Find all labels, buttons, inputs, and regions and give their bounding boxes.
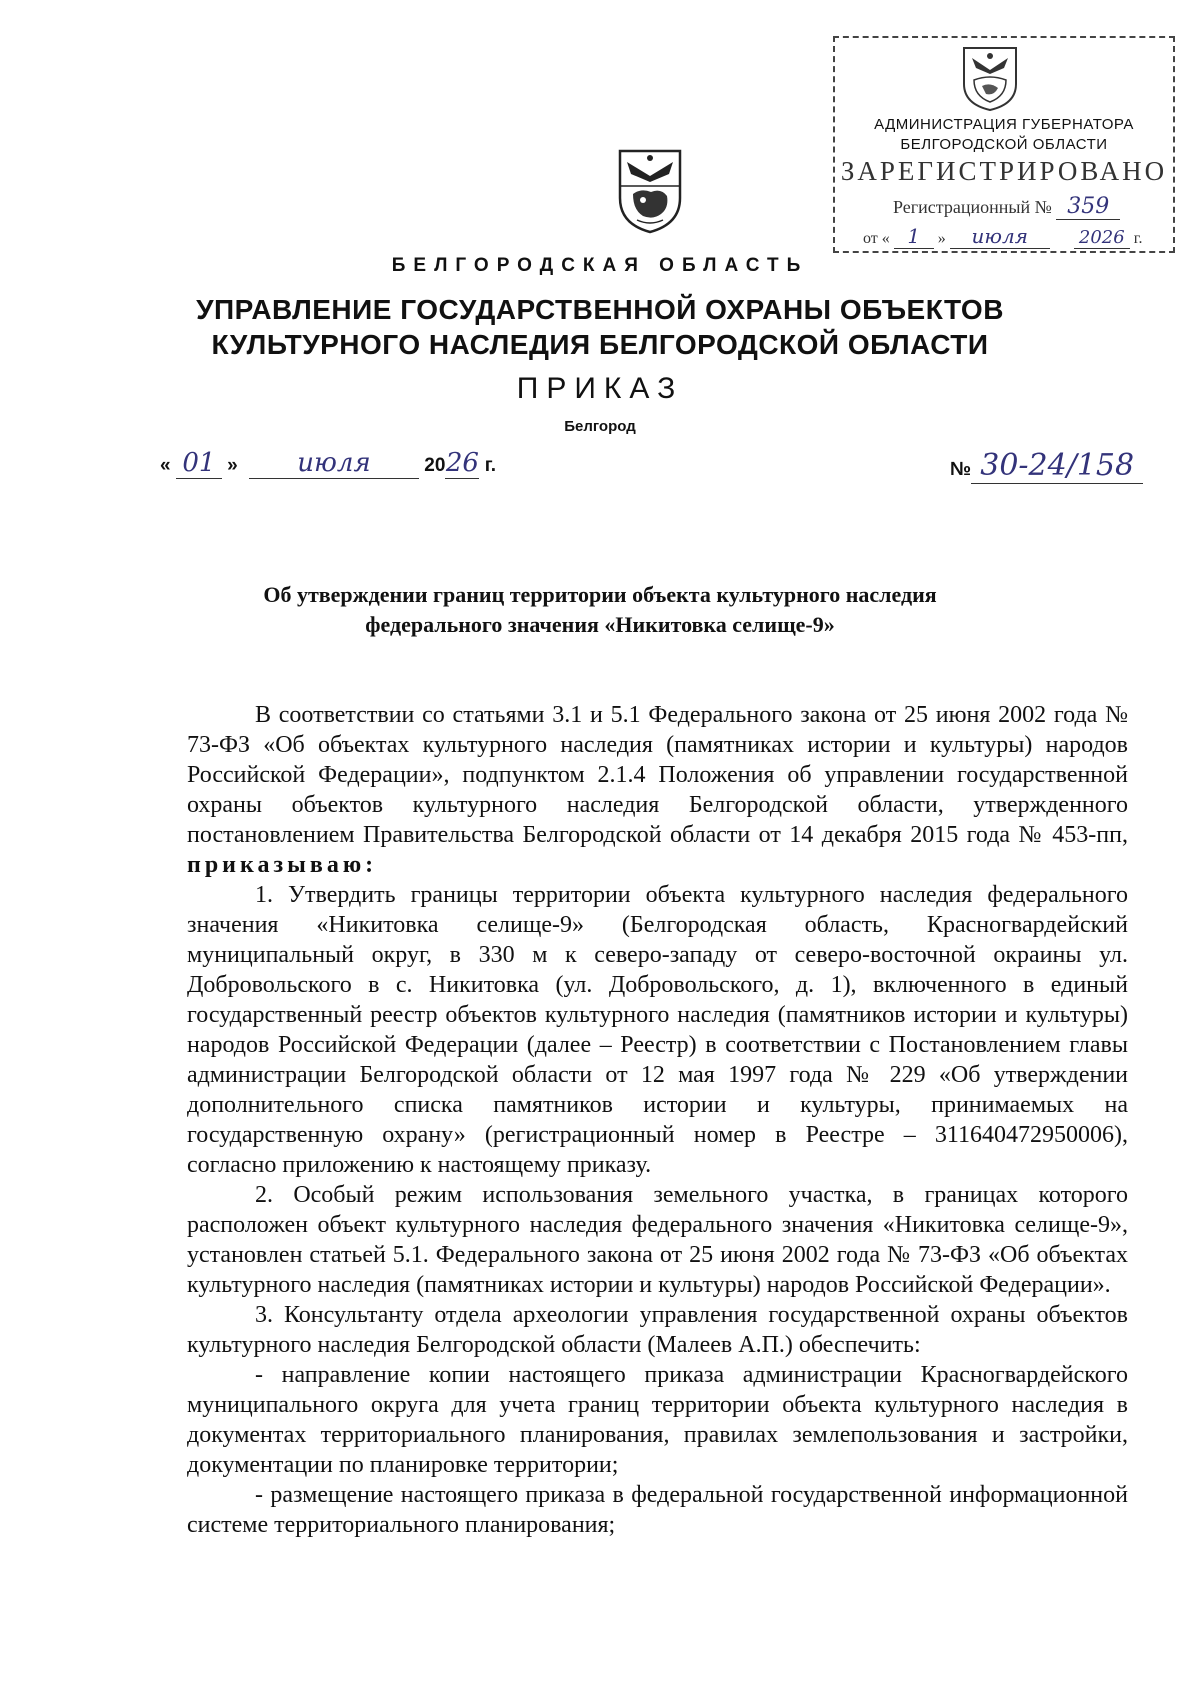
stamp-date-month: июля [950, 224, 1050, 249]
order-title-line2: федерального значения «Никитовка селище-9» [365, 612, 835, 637]
preamble-text: В соответствии со статьями 3.1 и 5.1 Федерального закона от 25 июня 2002 года № 73-ФЗ «Об объектах культурного наследия (памятниках истории и культуры) народов Российской Федерации», подпунктом 2.1.4 Положения об управлении государственной охраны объектов культурного наследия Белгородской области, утвержденного постановлением Правительства Белгородской области от 14 декабря 2015 года № 453-пп, [187, 702, 1128, 848]
document-type: ПРИКАЗ [516, 372, 684, 405]
region-title: БЕЛГОРОДСКАЯ ОБЛАСТЬ [391, 255, 809, 276]
date-year-end: г. [484, 455, 496, 476]
date-close-quote: » [227, 455, 238, 476]
stamp-org-line1: АДМИНИСТРАЦИЯ ГУБЕРНАТОРА [874, 116, 1134, 133]
stamp-registered: ЗАРЕГИСТРИРОВАНО [840, 156, 1168, 186]
number-value: 30-24/158 [971, 448, 1143, 484]
date-day: 01 [176, 448, 222, 479]
stamp-coat-of-arms-icon [960, 44, 1020, 112]
date-month: июля [249, 448, 419, 479]
stamp-date-prefix: от « [863, 230, 890, 247]
stamp-date-mid: » [937, 230, 946, 247]
paragraph-item-3-bullet-2: - размещение настоящего приказа в федеральной государственной информационной системе территориального планирования; [187, 1482, 1128, 1538]
stamp-reg-number: 359 [1056, 194, 1120, 220]
order-title-line1: Об утверждении границ территории объекта культурного наследия [263, 582, 937, 607]
date-year-prefix: 20 [424, 455, 446, 476]
number-label: № [950, 459, 972, 480]
order-date [160, 448, 496, 479]
paragraph-item-2: 2. Особый режим использования земельного участка, в границах которого расположен объект культурного наследия федерального значения «Никитовка селище-9», установлен статьей 5.1. Федерального закона от 25 июня 2002 года № 73-ФЗ «Об объектах культурного наследия (памятниках истории и культуры) народов Российской Федерации». [187, 1182, 1128, 1298]
stamp-reg-number-row [893, 194, 1120, 220]
org-title-line2: КУЛЬТУРНОГО НАСЛЕДИЯ БЕЛГОРОДСКОЙ ОБЛАСТИ [211, 329, 989, 360]
paragraph-preamble [187, 700, 1128, 880]
stamp-date-year: 2026 [1074, 227, 1130, 249]
stamp-date-suffix: г. [1133, 230, 1143, 247]
coat-of-arms-icon [617, 148, 683, 234]
stamp-date-day: 1 [894, 224, 934, 249]
date-open-quote: « [160, 455, 171, 476]
paragraph-item-3: 3. Консультанту отдела археологии управления государственной охраны объектов культурного наследия Белгородской области (Малеев А.П.) обеспечить: [187, 1302, 1128, 1358]
order-body [187, 700, 1128, 1540]
stamp-date-row [863, 224, 1143, 249]
stamp-org-line2: БЕЛГОРОДСКОЙ ОБЛАСТИ [900, 136, 1108, 153]
command-word: приказываю: [187, 852, 378, 878]
city-label: Белгород [564, 418, 636, 435]
paragraph-item-3-bullet-1: - направление копии настоящего приказа администрации Красногвардейского муниципального округа для учета границ территории объекта культурного наследия в документах территориального планирования, правилах землепользования и застройки, документации по планировке территории; [187, 1362, 1128, 1478]
org-title-line1: УПРАВЛЕНИЕ ГОСУДАРСТВЕННОЙ ОХРАНЫ ОБЪЕКТОВ [196, 294, 1004, 325]
paragraph-item-1: 1. Утвердить границы территории объекта культурного наследия федерального значения «Никитовка селище-9» (Белгородская область, Красногвардейский муниципальный округ, в 330 м к северо-западу от северо-восточной окраины ул. Добровольского в с. Никитовка (ул. Добровольского, д. 1), включенного в единый государственный реестр объектов культурного наследия (памятников истории и культуры) народов Российской Федерации (далее – Реестр) в соответствии с Постановлением главы администрации Белгородской области от 12 мая 1997 года № 229 «Об утверждении дополнительного списка памятников истории и культуры, принимаемых на государственную охрану» (регистрационный номер в Реестре – 311640472950006), согласно приложению к настоящему приказу. [187, 882, 1128, 1178]
order-number [950, 448, 1143, 484]
date-year-suffix: 26 [445, 448, 479, 478]
registration-stamp [833, 36, 1175, 253]
stamp-reg-number-label: Регистрационный № [893, 197, 1052, 217]
